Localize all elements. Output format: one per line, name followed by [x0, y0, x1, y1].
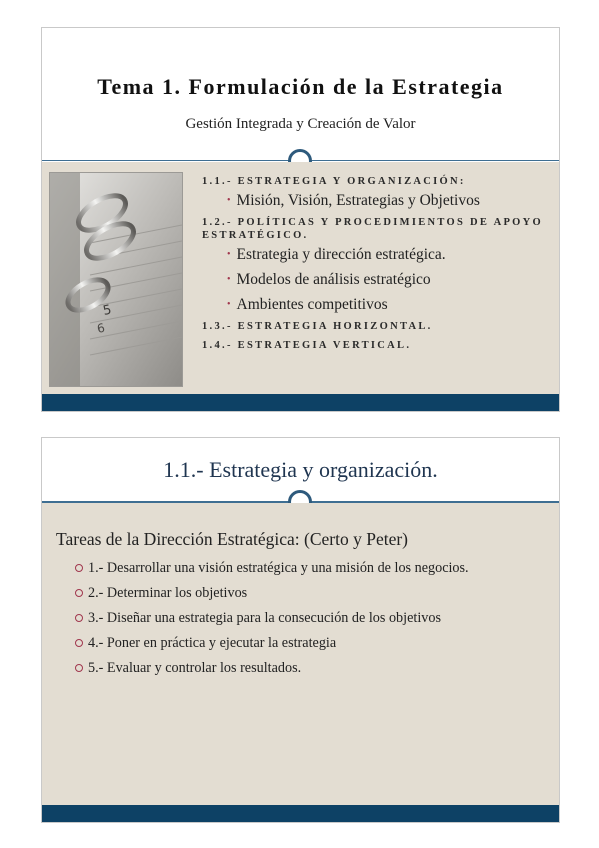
dot-bullet-icon: • — [227, 249, 231, 260]
slide-1-subtitle: Gestión Integrada y Creación de Valor — [185, 116, 416, 132]
dot-bullet-icon: • — [227, 299, 231, 310]
list-item-text: 5.- Evaluar y controlar los resultados. — [88, 660, 302, 676]
list-item — [75, 659, 545, 678]
toc-heading-4: 1.4.- ESTRATEGIA VERTICAL. — [202, 340, 412, 351]
ring-bullet-icon — [75, 564, 83, 572]
list-item — [75, 559, 545, 578]
toc-item — [202, 295, 552, 315]
slide-2-footer-bar — [42, 805, 559, 822]
slide-1-body — [42, 162, 559, 394]
slide-1-title: Tema 1. Formulación de la Estrategia — [97, 74, 504, 99]
ring-bullet-icon — [75, 614, 83, 622]
task-list — [75, 559, 545, 684]
list-item-text: 3.- Diseñar una estrategia para la consecución de los objetivos — [88, 610, 441, 626]
toc-item — [202, 191, 552, 211]
slide-1-header — [42, 28, 559, 160]
slide-1-footer-bar — [42, 394, 559, 411]
ring-bullet-icon — [75, 589, 83, 597]
toc-item — [202, 270, 552, 290]
list-item — [75, 584, 545, 603]
toc-item-text: Estrategia y dirección estratégica. — [236, 246, 446, 263]
svg-text:6: 6 — [95, 320, 107, 336]
slide-2 — [41, 437, 560, 823]
toc-heading-1: 1.1.- ESTRATEGIA Y ORGANIZACIÓN: — [202, 176, 466, 187]
dot-bullet-icon: • — [227, 195, 231, 206]
toc-item-text: Ambientes competitivos — [236, 296, 388, 313]
ring-bullet-icon — [75, 664, 83, 672]
toc-item — [202, 245, 552, 265]
list-item-text: 2.- Determinar los objetivos — [88, 585, 248, 601]
toc-item-text: Modelos de análisis estratégico — [236, 271, 431, 288]
list-item-text: 1.- Desarrollar una visión estratégica y una misión de los negocios. — [88, 560, 469, 576]
toc — [202, 172, 552, 352]
binder-illustration — [50, 173, 182, 386]
list-item-text: 4.- Poner en práctica y ejecutar la estrategia — [88, 635, 337, 651]
binder-photo — [49, 172, 183, 387]
slide-2-body — [42, 503, 559, 805]
toc-item-text: Misión, Visión, Estrategias y Objetivos — [236, 192, 480, 209]
list-item — [75, 634, 545, 653]
ring-bullet-icon — [75, 639, 83, 647]
slide-2-title: 1.1.- Estrategia y organización. — [163, 457, 438, 482]
dot-bullet-icon: • — [227, 274, 231, 285]
slide-1 — [41, 27, 560, 412]
list-item — [75, 609, 545, 628]
svg-text:5: 5 — [101, 302, 113, 319]
slide-2-heading: Tareas de la Dirección Estratégica: (Certo y Peter) — [56, 529, 409, 549]
toc-heading-3: 1.3.- ESTRATEGIA HORIZONTAL. — [202, 321, 433, 332]
toc-heading-2: 1.2.- POLÍTICAS Y PROCEDIMIENTOS DE APOYO ESTRATÉGICO. — [202, 217, 543, 241]
